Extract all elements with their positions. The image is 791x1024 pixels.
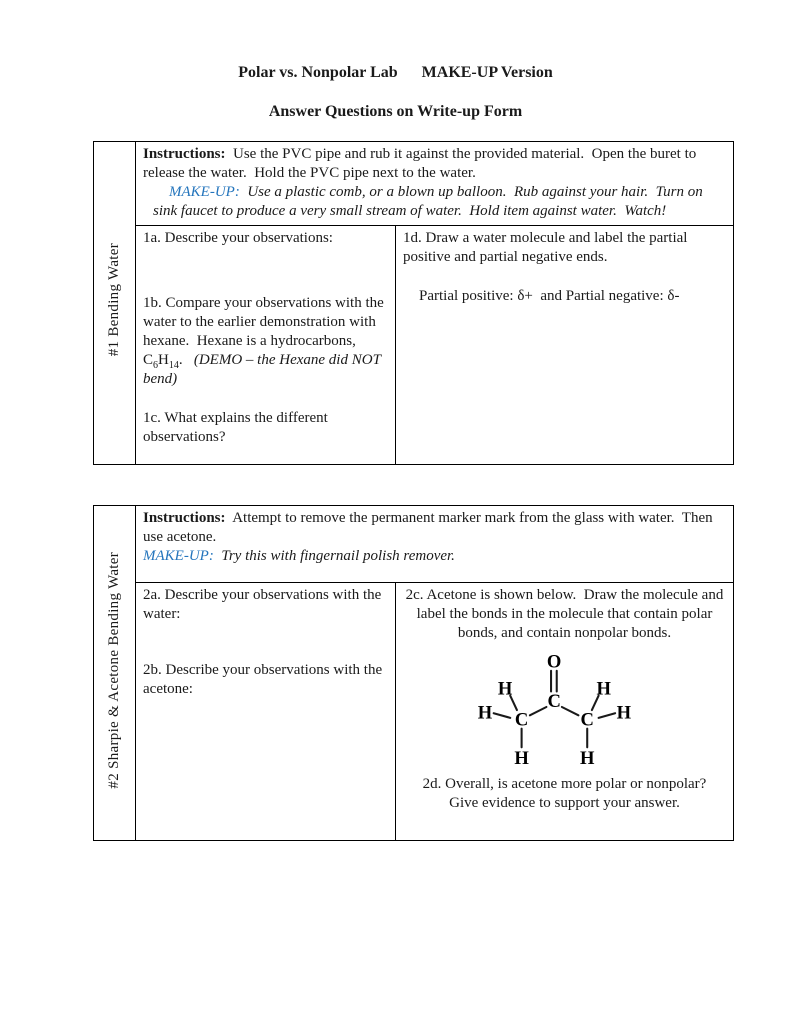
question-1b-text: 1b. Compare your observations with the water to the earlier demonstration with hexane. Hexane is a hydrocarbons, C (143, 295, 388, 368)
table1-questions-right-cell (396, 226, 734, 465)
table2-makeup-label: MAKE-UP: (143, 548, 214, 564)
table2-side-label: #2 Sharpie & Acetone Bending Water (106, 551, 122, 789)
acetone-molecule-svg (472, 647, 658, 767)
subscript-6: 6 (153, 360, 159, 371)
table1-side-label: #1 Bending Water (106, 243, 122, 357)
oxygen-atom: O (546, 651, 561, 673)
table1-instructions-cell (136, 142, 734, 226)
table1-instructions-label: Instructions: (143, 146, 226, 162)
table1-instructions-text: Use the PVC pipe and rub it against the provided material. Open the buret to release the water. Hold the PVC pipe next to the water. (143, 146, 700, 181)
acetone-structure-diagram (403, 647, 726, 773)
hydrogen-atom-left-bottom: H (513, 747, 529, 767)
question-2a: 2a. Describe your observations with the water: (143, 587, 386, 622)
table1-side-label-cell (94, 142, 136, 465)
question-2d (403, 775, 726, 813)
table2-side-label-cell (94, 506, 136, 841)
hydrogen-atom-right-top: H (596, 678, 611, 700)
table-bending-water (93, 141, 734, 465)
document-subtitle: Answer Questions on Write-up Form (268, 103, 523, 120)
question-1a: 1a. Describe your observations: (143, 230, 333, 246)
question-2c: 2c. Acetone is shown below. Draw the molecule and label the bonds in the molecule that contain polar bonds, and contain nonpolar bonds. (405, 587, 728, 641)
table2-instructions-cell (136, 506, 734, 583)
question-1b-period: . (178, 352, 194, 368)
table1-makeup-label: MAKE-UP: (169, 184, 240, 200)
table2-makeup-text: Try this with fingernail polish remover. (213, 548, 455, 564)
table2-instructions-text: Attempt to remove the permanent marker mark from the glass with water. Then use acetone. (143, 510, 717, 545)
partial-charge-note: Partial positive: δ+ and Partial negative: δ- (419, 288, 680, 304)
question-1c: 1c. What explains the different observations? (143, 410, 332, 445)
right-carbon-atom: C (580, 709, 594, 731)
question-1b-h: H (158, 352, 169, 368)
hydrogen-atom-right: H (616, 702, 631, 724)
left-carbon-atom: C (514, 709, 528, 731)
table-sharpie-acetone (93, 505, 734, 841)
document-title: Polar vs. Nonpolar Lab MAKE-UP Version (238, 64, 553, 81)
table2-questions-right-cell (396, 583, 734, 841)
question-1b (143, 294, 388, 389)
bond-leftc-h-left (493, 713, 510, 718)
bond-c-rightc (561, 707, 578, 715)
hydrogen-atom-right-bottom: H (579, 747, 594, 767)
bond-c-leftc (529, 707, 546, 715)
subscript-14: 14 (168, 360, 179, 371)
question-1d: 1d. Draw a water molecule and label the partial positive and partial negative ends. (403, 230, 692, 265)
question-2b: 2b. Describe your observations with the acetone: (143, 662, 386, 697)
question-2d-line1: 2d. Overall, is acetone more polar or nonpolar? (422, 776, 707, 792)
table2-questions-left-cell (136, 583, 396, 841)
question-2d-line2: Give evidence to support your answer. (449, 795, 680, 811)
question-1b-demo-note: (DEMO – the Hexane did NOT bend) (143, 352, 385, 387)
table1-questions-left-cell (136, 226, 396, 465)
hydrogen-atom-left-top: H (497, 678, 512, 700)
hydrogen-atom-left: H (477, 702, 492, 724)
bond-rightc-h-right (598, 713, 615, 718)
central-carbon-atom: C (546, 691, 561, 712)
table1-makeup-text: Use a plastic comb, or a blown up balloon. Rub against your hair. Turn on sink faucet to produce a very small stream of water. Hold item against water. Watch! (153, 184, 707, 219)
table2-instructions-label: Instructions: (143, 510, 226, 526)
